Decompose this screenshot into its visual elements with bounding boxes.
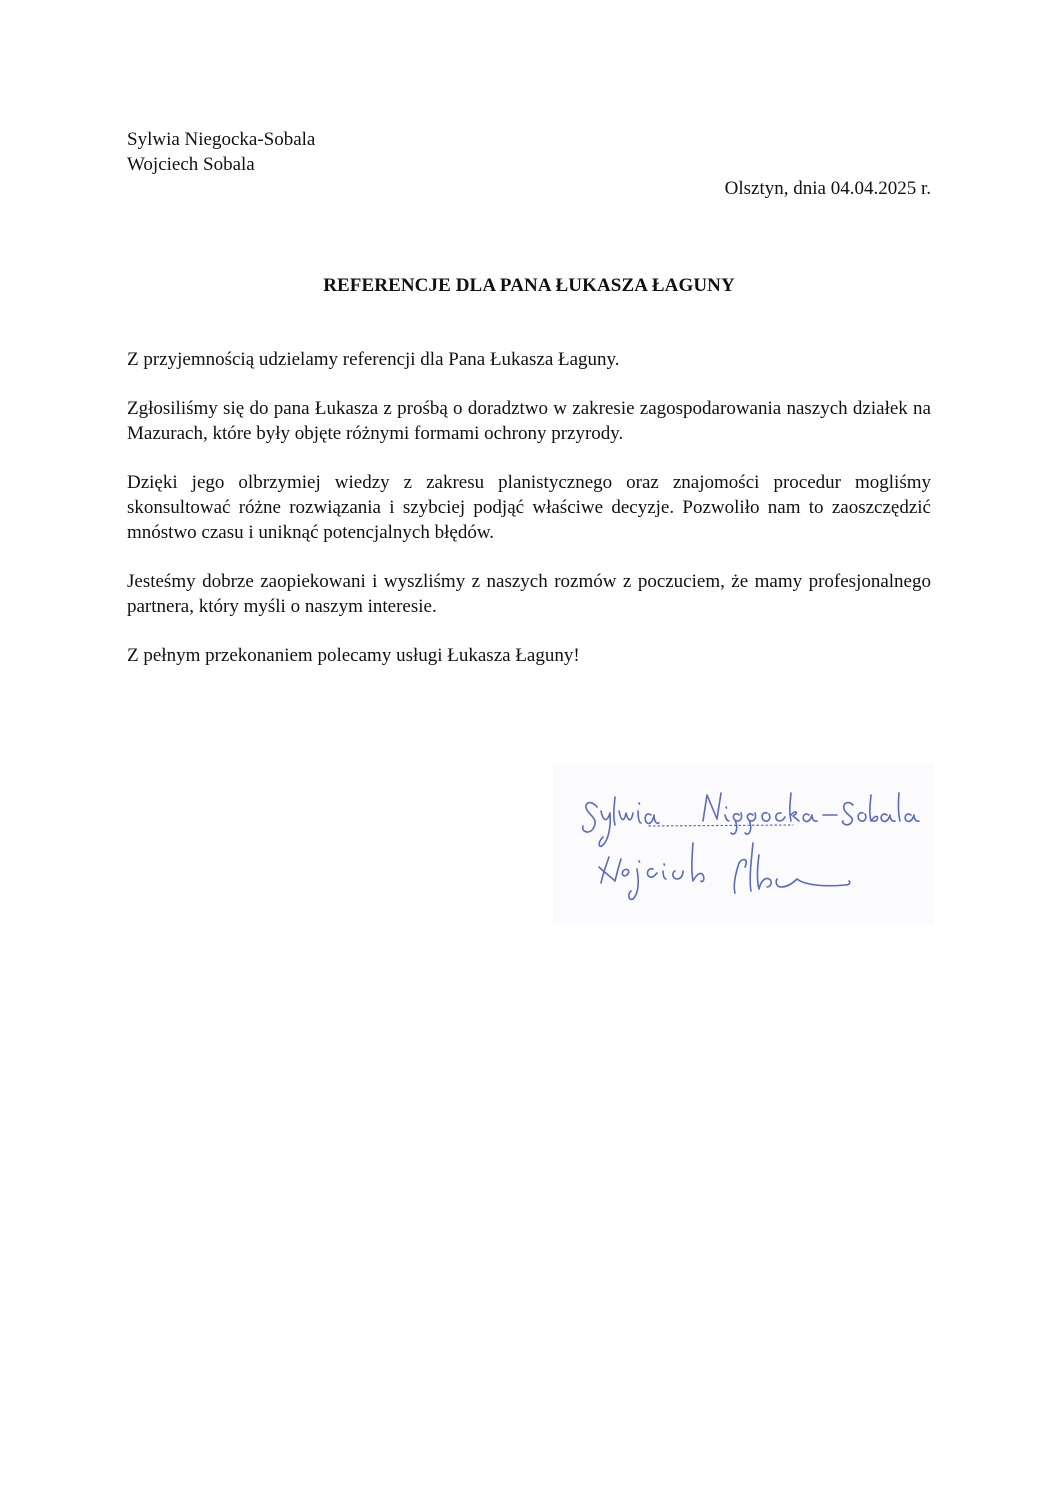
signature-scribble (553, 763, 933, 925)
sender-name-1: Sylwia Niegocka-Sobala (127, 129, 316, 150)
place-and-date: Olsztyn, dnia 04.04.2025 r. (724, 178, 931, 199)
sender-name-2: Wojciech Sobala (127, 154, 255, 175)
paragraph-4: Jesteśmy dobrze zaopiekowani i wyszliśmy z naszych rozmów z poczuciem, że mamy profesjonalnego partnera, który myśli o naszym interesie. (127, 571, 931, 617)
letter-body (127, 347, 931, 692)
paragraph-5: Z pełnym przekonaniem polecamy usługi Łukasza Łaguny! (127, 645, 580, 666)
sender-block (127, 127, 315, 177)
paragraph-1: Z przyjemnością udzielamy referencji dla Pana Łukasza Łaguny. (127, 349, 620, 370)
handwritten-signature (553, 763, 933, 925)
paragraph-2: Zgłosiliśmy się do pana Łukasza z prośbą o doradztwo w zakresie zagospodarowania naszych działek na Mazurach, które były objęte różnymi formami ochrony przyrody. (127, 398, 931, 444)
paragraph-3: Dzięki jego olbrzymiej wiedzy z zakresu planistycznego oraz znajomości procedur mogliśmy skonsultować różne rozwiązania i szybciej podjąć właściwe decyzje. Pozwoliło nam to zaoszczędzić mnóstwo czasu i uniknąć potencjalnych błędów. (127, 472, 931, 543)
document-title: REFERENCJE DLA PANA ŁUKASZA ŁAGUNY (323, 275, 735, 296)
